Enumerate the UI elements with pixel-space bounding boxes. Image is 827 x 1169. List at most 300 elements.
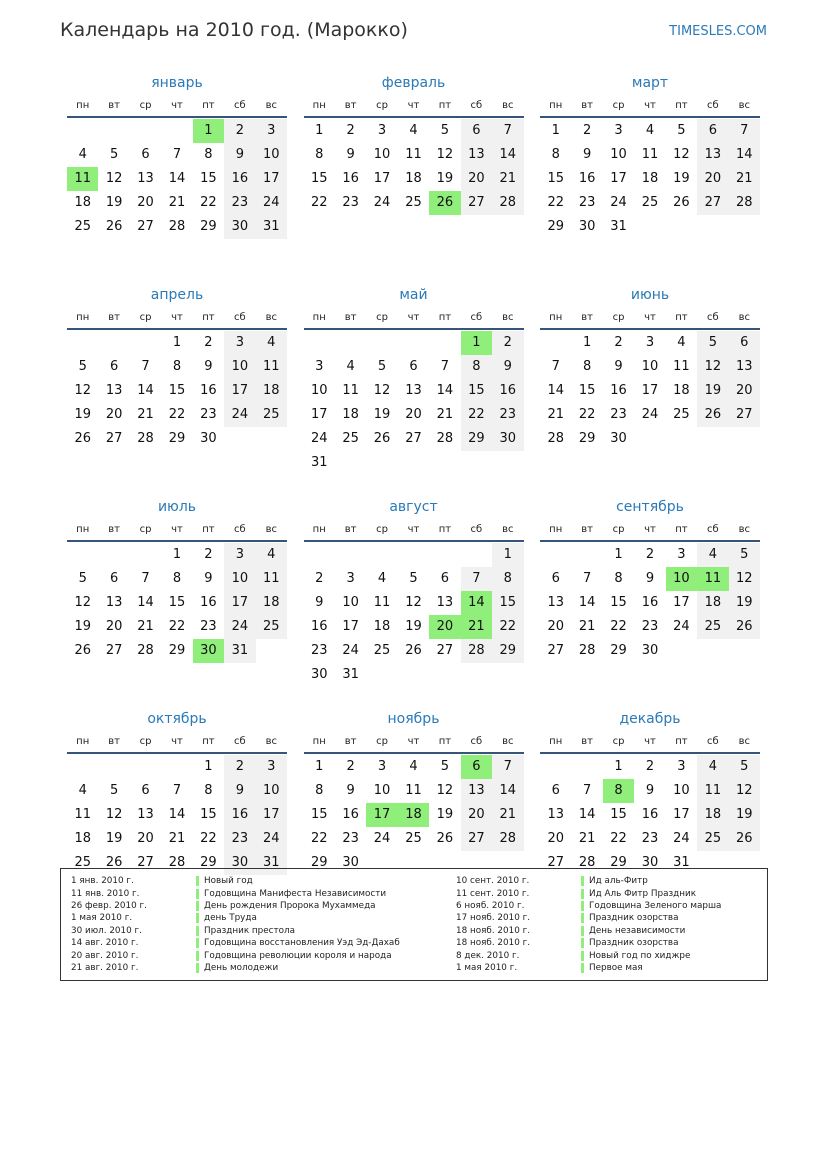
- day-cell: 4: [78, 147, 87, 162]
- day-grid: [304, 119, 524, 215]
- day-cell: 9: [492, 355, 523, 379]
- day-cell: 14: [168, 807, 186, 822]
- day-cell: 20: [137, 195, 154, 210]
- day-cell: 23: [492, 403, 523, 427]
- day-cell: 13: [461, 779, 492, 803]
- day-cell: 4: [697, 543, 728, 567]
- day-cell: 6: [697, 119, 728, 143]
- day-cell: 14: [137, 383, 154, 398]
- weekday-label: вс: [738, 736, 750, 747]
- weekday-label: чт: [644, 736, 656, 747]
- weekday-label: пт: [202, 312, 215, 323]
- weekday-label: ср: [612, 524, 625, 535]
- day-cell: 31: [256, 851, 287, 875]
- weekday-label: сб: [234, 524, 246, 535]
- day-cell: 15: [610, 595, 627, 610]
- day-cell: 12: [673, 147, 690, 162]
- day-cell: 31: [310, 455, 328, 470]
- weekday-label: вс: [265, 100, 277, 111]
- day-cell: 28: [137, 431, 154, 446]
- day-cell: 7: [461, 567, 492, 591]
- day-cell: 7: [172, 783, 182, 798]
- day-grid: [540, 543, 760, 663]
- weekday-label: вт: [108, 524, 120, 535]
- day-cell: 11: [74, 807, 91, 822]
- empty-cell: [161, 119, 192, 143]
- weekday-label: пт: [438, 736, 452, 747]
- weekday-label: сб: [234, 312, 246, 323]
- day-cell: 30: [342, 855, 359, 870]
- day-cell: 19: [74, 619, 91, 634]
- month-calendar: [540, 72, 760, 284]
- day-cell: 4: [677, 335, 686, 350]
- day-cell: 9: [204, 571, 213, 586]
- day-cell: 22: [200, 195, 217, 210]
- day-cell: 16: [342, 807, 359, 822]
- legend-holiday-name: Ид Аль Фитр Праздник: [589, 888, 697, 899]
- day-cell: 21: [578, 831, 596, 846]
- day-cell: 2: [614, 335, 623, 350]
- day-cell: 1: [614, 759, 623, 774]
- day-cell: 14: [729, 143, 760, 167]
- day-cell: 2: [204, 547, 213, 562]
- day-cell: 6: [141, 783, 150, 798]
- day-cell: 20: [547, 831, 564, 846]
- day-cell: 12: [373, 383, 391, 398]
- months-grid: [67, 72, 760, 920]
- day-cell: 29: [578, 431, 596, 446]
- day-cell: 20: [697, 167, 728, 191]
- day-cell: 12: [405, 595, 422, 610]
- day-cell: 25: [697, 827, 728, 851]
- empty-cell: [161, 755, 192, 779]
- empty-cell: [98, 755, 129, 779]
- legend-row: [71, 900, 400, 912]
- empty-cell: [398, 543, 429, 567]
- day-cell: 28: [578, 855, 596, 870]
- day-cell: 8: [582, 359, 592, 374]
- day-cell: 29: [492, 639, 523, 663]
- day-cell: 19: [436, 171, 454, 186]
- day-cell: 5: [729, 543, 760, 567]
- day-cell: 21: [137, 619, 154, 634]
- day-cell: 2: [645, 547, 655, 562]
- holiday-color-marker: [196, 951, 199, 961]
- day-cell: 27: [461, 827, 492, 851]
- legend-row: [71, 937, 400, 949]
- month-calendar: [304, 72, 524, 284]
- day-cell: 26: [729, 827, 760, 851]
- weekday-label: чт: [644, 100, 656, 111]
- month-name: июль: [157, 499, 197, 515]
- day-cell: 1: [172, 335, 182, 350]
- weekday-header: [67, 730, 287, 754]
- day-cell: 11: [697, 779, 728, 803]
- empty-cell: [335, 331, 366, 355]
- month-name: сентябрь: [616, 499, 684, 515]
- day-cell: 2: [645, 759, 655, 774]
- legend-holiday-name: Первое мая: [589, 962, 643, 973]
- legend-date: 10 сент. 2010 г.: [456, 876, 530, 887]
- empty-cell: [429, 331, 460, 355]
- day-cell: 13: [547, 595, 564, 610]
- day-cell: 18: [697, 803, 728, 827]
- day-cell: 1: [315, 123, 324, 138]
- day-cell: 25: [342, 431, 359, 446]
- weekday-label: пт: [438, 100, 452, 111]
- legend-date: 14 авг. 2010 г.: [71, 938, 139, 949]
- month-name: февраль: [381, 75, 446, 91]
- day-cell: 28: [461, 639, 492, 663]
- day-cell: 28: [547, 431, 564, 446]
- weekday-header: [67, 518, 287, 542]
- day-cell: 2: [346, 123, 355, 138]
- month-name: март: [631, 75, 669, 91]
- legend-date: 21 авг. 2010 г.: [71, 962, 139, 973]
- day-cell: 28: [492, 827, 523, 851]
- weekday-label: пт: [438, 524, 452, 535]
- legend-row: [456, 949, 721, 961]
- weekday-label: сб: [707, 524, 719, 535]
- day-cell: 9: [224, 779, 255, 803]
- legend-holiday-name: Годовщина Зеленого марша: [589, 900, 722, 911]
- day-cell: 17: [224, 379, 255, 403]
- day-cell: 18: [74, 195, 91, 210]
- day-cell: 22: [310, 831, 328, 846]
- weekday-header: [67, 306, 287, 330]
- day-cell: 8: [172, 571, 182, 586]
- day-cell: 3: [377, 123, 387, 138]
- empty-cell: [98, 543, 129, 567]
- day-cell: 1: [315, 759, 324, 774]
- weekday-label: чт: [407, 312, 420, 323]
- day-cell: 22: [610, 831, 627, 846]
- day-cell: 2: [224, 119, 255, 143]
- legend-row: [71, 925, 400, 937]
- day-cell: 15: [310, 171, 328, 186]
- day-cell: 15: [461, 379, 492, 403]
- holiday-day-cell: 1: [461, 331, 492, 355]
- day-cell: 26: [105, 855, 123, 870]
- day-cell: 8: [315, 783, 324, 798]
- weekday-label: сб: [707, 312, 719, 323]
- day-cell: 13: [461, 143, 492, 167]
- day-cell: 24: [673, 619, 690, 634]
- empty-cell: [130, 331, 161, 355]
- weekday-label: пт: [202, 524, 215, 535]
- weekday-label: пн: [549, 100, 563, 111]
- day-cell: 18: [342, 407, 359, 422]
- holiday-day-cell: 20: [429, 615, 460, 639]
- day-cell: 15: [168, 383, 186, 398]
- weekday-label: пт: [202, 100, 215, 111]
- day-cell: 30: [200, 431, 217, 446]
- day-cell: 6: [729, 331, 760, 355]
- day-cell: 18: [405, 171, 422, 186]
- weekday-header: [304, 306, 524, 330]
- day-cell: 4: [645, 123, 655, 138]
- legend-holiday-name: Праздник озорства: [589, 913, 679, 924]
- day-cell: 5: [78, 571, 87, 586]
- month-calendar: [67, 284, 287, 496]
- day-cell: 30: [641, 855, 659, 870]
- day-cell: 17: [256, 803, 287, 827]
- weekday-label: чт: [171, 312, 183, 323]
- day-cell: 4: [409, 759, 418, 774]
- day-cell: 20: [461, 803, 492, 827]
- empty-cell: [130, 543, 161, 567]
- day-cell: 12: [436, 783, 454, 798]
- holiday-day-cell: 17: [366, 803, 397, 827]
- day-cell: 9: [645, 783, 655, 798]
- empty-cell: [67, 755, 98, 779]
- day-cell: 29: [200, 219, 217, 234]
- day-cell: 23: [342, 831, 359, 846]
- day-cell: 21: [137, 407, 154, 422]
- day-cell: 27: [729, 403, 760, 427]
- day-grid: [67, 331, 287, 451]
- day-cell: 31: [224, 639, 255, 663]
- weekday-label: ср: [612, 312, 625, 323]
- day-cell: 13: [105, 383, 123, 398]
- weekday-label: вт: [344, 736, 357, 747]
- day-cell: 24: [342, 643, 359, 658]
- legend-holiday-name: Годовщина Манифеста Независимости: [204, 888, 387, 899]
- legend-date: 26 февр. 2010 г.: [71, 900, 147, 911]
- legend-date: 11 янв. 2010 г.: [71, 888, 140, 899]
- day-cell: 7: [141, 571, 150, 586]
- legend-holiday-name: Ид аль-Фитр: [589, 876, 648, 887]
- day-cell: 29: [461, 427, 492, 451]
- legend-row: [71, 875, 400, 887]
- day-cell: 17: [224, 591, 255, 615]
- day-cell: 3: [315, 359, 324, 374]
- day-cell: 6: [141, 147, 150, 162]
- day-grid: [304, 331, 524, 475]
- legend-holiday-name: Новый год по хиджре: [589, 950, 691, 961]
- day-cell: 14: [168, 171, 186, 186]
- legend-date: 1 мая 2010 г.: [71, 913, 133, 924]
- legend-holiday-name: День независимости: [589, 925, 686, 936]
- day-cell: 2: [492, 331, 523, 355]
- day-cell: 20: [405, 407, 422, 422]
- empty-cell: [98, 119, 129, 143]
- day-cell: 23: [342, 195, 359, 210]
- day-cell: 27: [405, 431, 422, 446]
- empty-cell: [540, 543, 571, 567]
- empty-cell: [571, 543, 602, 567]
- day-cell: 17: [373, 171, 391, 186]
- day-cell: 19: [74, 407, 91, 422]
- day-cell: 5: [440, 123, 450, 138]
- day-cell: 3: [256, 755, 287, 779]
- day-cell: 28: [492, 191, 523, 215]
- day-cell: 25: [405, 195, 422, 210]
- day-cell: 31: [673, 855, 690, 870]
- legend-row: [456, 925, 721, 937]
- holiday-color-marker: [581, 889, 584, 899]
- day-cell: 30: [610, 431, 627, 446]
- day-cell: 1: [614, 547, 623, 562]
- weekday-header: [540, 730, 760, 754]
- day-cell: 22: [461, 403, 492, 427]
- day-cell: 9: [645, 571, 655, 586]
- legend-row: [456, 912, 721, 924]
- day-cell: 7: [582, 783, 592, 798]
- day-cell: 13: [547, 807, 564, 822]
- legend-holiday-name: День рождения Пророка Мухаммеда: [204, 900, 376, 911]
- day-cell: 11: [673, 359, 690, 374]
- day-cell: 28: [137, 643, 154, 658]
- day-cell: 31: [256, 215, 287, 239]
- day-cell: 29: [168, 431, 186, 446]
- legend-date: 8 дек. 2010 г.: [456, 950, 520, 961]
- day-grid: [304, 755, 524, 875]
- holiday-day-cell: 26: [429, 191, 460, 215]
- month-calendar: [67, 72, 287, 284]
- day-cell: 18: [697, 591, 728, 615]
- day-grid: [67, 755, 287, 875]
- day-cell: 18: [641, 171, 659, 186]
- day-cell: 15: [200, 807, 217, 822]
- day-cell: 12: [105, 807, 123, 822]
- weekday-label: сб: [234, 736, 246, 747]
- holiday-color-marker: [196, 963, 199, 973]
- weekday-label: ср: [612, 100, 625, 111]
- weekday-label: чт: [407, 100, 420, 111]
- weekday-label: ср: [376, 312, 388, 323]
- weekday-label: вт: [344, 100, 357, 111]
- day-cell: 26: [373, 431, 391, 446]
- month-name: январь: [151, 75, 203, 91]
- day-grid: [67, 543, 287, 663]
- day-cell: 19: [673, 171, 690, 186]
- day-cell: 25: [373, 643, 391, 658]
- day-cell: 10: [224, 355, 255, 379]
- day-cell: 9: [614, 359, 623, 374]
- weekday-label: вт: [581, 524, 593, 535]
- day-cell: 20: [105, 407, 123, 422]
- day-grid: [540, 331, 760, 451]
- legend-row: [71, 912, 400, 924]
- holiday-color-marker: [196, 938, 199, 948]
- day-cell: 3: [346, 571, 355, 586]
- day-cell: 23: [578, 195, 596, 210]
- day-cell: 5: [729, 755, 760, 779]
- day-cell: 21: [168, 831, 186, 846]
- day-cell: 5: [109, 147, 119, 162]
- legend-column-right: [456, 875, 721, 974]
- day-cell: 17: [673, 807, 690, 822]
- day-cell: 17: [342, 619, 359, 634]
- day-cell: 30: [641, 643, 659, 658]
- weekday-label: сб: [707, 736, 719, 747]
- day-cell: 17: [673, 595, 690, 610]
- day-cell: 6: [109, 571, 119, 586]
- weekday-label: сб: [470, 312, 483, 323]
- weekday-header: [304, 94, 524, 118]
- day-cell: 30: [310, 667, 328, 682]
- weekday-header: [540, 306, 760, 330]
- day-cell: 22: [578, 407, 596, 422]
- legend-holiday-name: Праздник озорства: [589, 938, 679, 949]
- empty-cell: [398, 331, 429, 355]
- weekday-label: пн: [312, 524, 326, 535]
- weekday-label: чт: [407, 736, 420, 747]
- day-cell: 7: [141, 359, 150, 374]
- weekday-label: пн: [76, 524, 90, 535]
- day-cell: 16: [200, 383, 217, 398]
- day-cell: 20: [461, 167, 492, 191]
- day-cell: 26: [74, 431, 91, 446]
- empty-cell: [335, 543, 366, 567]
- day-cell: 3: [614, 123, 623, 138]
- day-cell: 2: [582, 123, 592, 138]
- day-cell: 29: [610, 643, 627, 658]
- day-cell: 14: [436, 383, 454, 398]
- weekday-label: чт: [171, 100, 183, 111]
- weekday-label: вс: [502, 524, 514, 535]
- holiday-color-marker: [581, 901, 584, 911]
- day-cell: 22: [310, 195, 328, 210]
- holiday-legend: [60, 868, 768, 981]
- weekday-label: сб: [470, 736, 483, 747]
- legend-row: [456, 887, 721, 899]
- day-cell: 14: [578, 807, 596, 822]
- holiday-color-marker: [196, 876, 199, 886]
- weekday-label: пн: [312, 312, 326, 323]
- day-cell: 27: [547, 855, 564, 870]
- day-cell: 8: [614, 571, 623, 586]
- day-cell: 10: [310, 383, 328, 398]
- day-cell: 25: [74, 219, 91, 234]
- weekday-label: вс: [738, 312, 750, 323]
- day-cell: 2: [224, 755, 255, 779]
- day-cell: 4: [346, 359, 355, 374]
- weekday-label: пт: [438, 312, 452, 323]
- weekday-label: пн: [549, 312, 563, 323]
- day-cell: 17: [641, 383, 659, 398]
- day-cell: 6: [109, 359, 119, 374]
- weekday-label: пн: [76, 312, 90, 323]
- day-cell: 29: [310, 855, 328, 870]
- day-cell: 27: [461, 191, 492, 215]
- weekday-label: ср: [376, 100, 388, 111]
- day-cell: 27: [105, 643, 123, 658]
- day-cell: 8: [172, 359, 182, 374]
- empty-cell: [130, 755, 161, 779]
- day-cell: 6: [409, 359, 418, 374]
- holiday-color-marker: [581, 913, 584, 923]
- weekday-label: пн: [312, 100, 326, 111]
- day-cell: 14: [492, 779, 523, 803]
- brand-link[interactable]: TIMESLES.COM: [669, 24, 767, 39]
- day-cell: 19: [105, 195, 123, 210]
- weekday-label: вт: [581, 312, 593, 323]
- day-cell: 6: [551, 571, 560, 586]
- day-cell: 24: [256, 827, 287, 851]
- day-cell: 19: [697, 379, 728, 403]
- day-cell: 7: [492, 119, 523, 143]
- weekday-label: сб: [470, 100, 483, 111]
- day-grid: [540, 119, 760, 239]
- day-cell: 19: [436, 807, 454, 822]
- weekday-label: пт: [675, 100, 688, 111]
- day-cell: 24: [641, 407, 659, 422]
- holiday-color-marker: [581, 951, 584, 961]
- legend-row: [71, 962, 400, 974]
- weekday-label: ср: [139, 736, 152, 747]
